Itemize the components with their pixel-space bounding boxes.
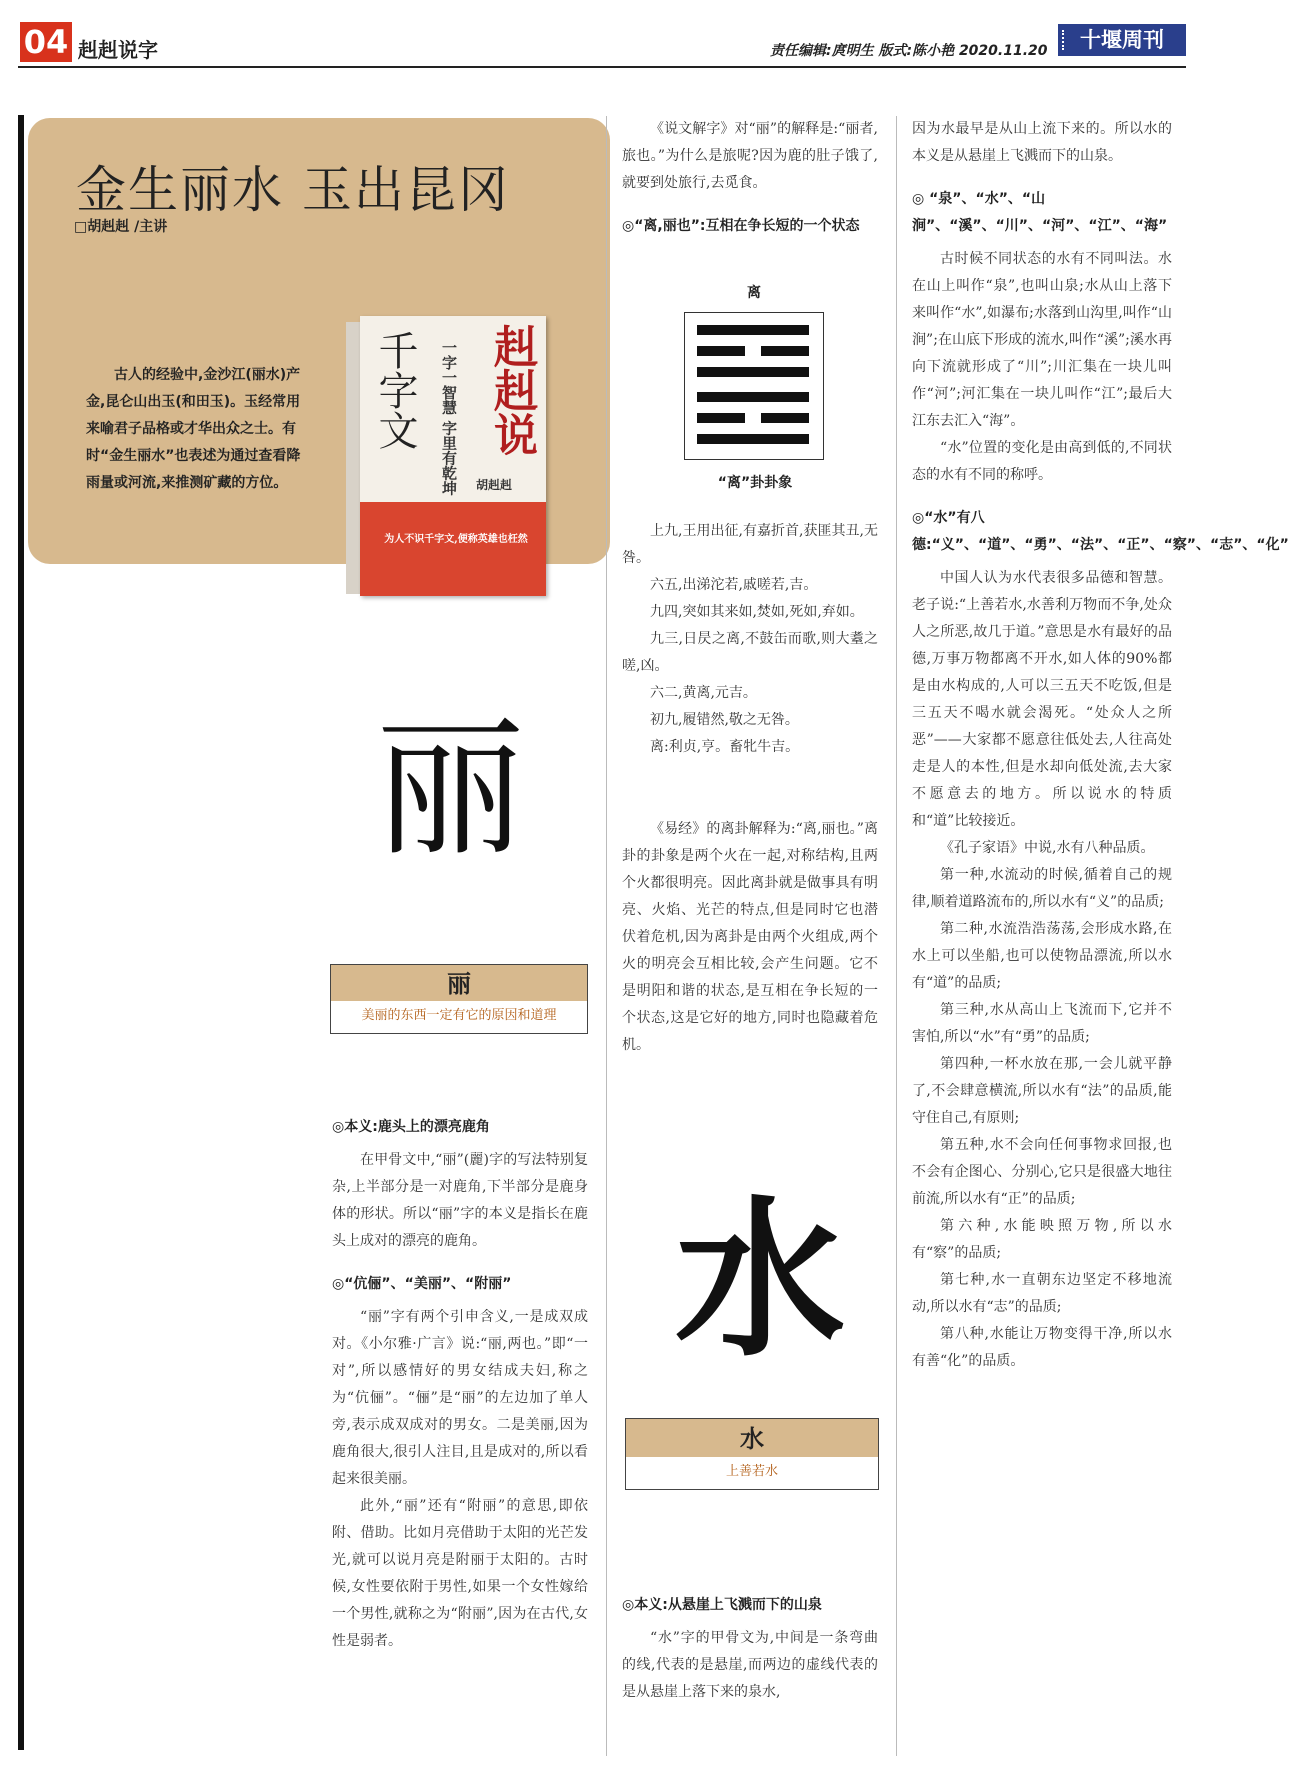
li-caption: 美丽的东西一定有它的原因和道理	[361, 1008, 557, 1023]
shui-ancient-glyph: 水	[674, 1180, 845, 1380]
book-red-band	[360, 502, 546, 596]
book-slogan: 为人不识千字文,便称英雄也枉然	[384, 534, 528, 545]
yijing-line: 离:利贞,亨。畜牝牛吉。	[650, 739, 800, 755]
li-hexagram	[684, 312, 824, 460]
page-number: 04	[20, 22, 72, 62]
book-subtitle: 一字一智慧 字里有乾坤	[440, 340, 458, 496]
li-label: 丽	[331, 965, 587, 1001]
li-ancient-glyph: 丽	[374, 703, 525, 877]
shui-caption: 上善若水	[725, 1464, 778, 1479]
yijing-verses	[622, 518, 878, 761]
editor-line: 责任编辑:庹明生 版式:陈小艳 2020.11.20	[770, 43, 1048, 59]
col3-heading-2: ◎“水”有八德:“义”、“道”、“勇”、“法”、“正”、“察”、“志”、“化”	[912, 510, 1289, 553]
col2-paragraph: 《易经》的离卦解释为:“离,丽也。”离卦的卦象是两个火在一起,对称结构,且两个火都很明亮。因此离卦就是做事具有明亮、火焰、光芒的特点,但是同时它也潜伏着危机,因为离卦是由两个火组成,两个火的明亮会互相比较,会产生问题。它不是明阳和谐的状态,是互相在争长短的一个状态,这是它好的地方,同时也隐藏着危机。	[622, 821, 878, 1053]
col3-paragraph: 第八种,水能让万物变得干净,所以水有善“化”的品质。	[912, 1326, 1172, 1369]
col2-paragraph: 《说文解字》对“丽”的解释是:“丽者,旅也。”为什么是旅呢?因为鹿的肚子饿了,就要到处旅行,去觅食。	[622, 121, 878, 191]
header-rule	[18, 66, 1186, 68]
article-intro: 古人的经验中,金沙江(丽水)产金,昆仑山出玉(和田玉)。玉经常用来喻君子品格或才华出众之士。有时“金生丽水”也表述为通过查看降雨量或河流,来推测矿藏的方位。	[86, 367, 301, 491]
hex-line-broken	[761, 346, 809, 356]
column-1	[332, 1098, 588, 1655]
col3-paragraph: 第二种,水流浩浩荡荡,会形成水路,在水上可以坐船,也可以使物品漂流,所以水有“道”的品质;	[912, 921, 1172, 991]
li-label-box	[330, 964, 588, 1034]
hex-line-broken	[761, 413, 809, 423]
yijing-line: 九四,突如其来如,焚如,死如,弃如。	[650, 604, 864, 620]
column-rule	[606, 116, 607, 1756]
section-name: 赳赳说字	[78, 38, 158, 62]
col2-heading-2: ◎本义:从悬崖上飞溅而下的山泉	[622, 1597, 822, 1613]
yijing-line: 九三,日昃之离,不鼓缶而歌,则大耋之嗟,凶。	[622, 631, 878, 674]
article-title: 金生丽水 玉出昆冈	[76, 161, 510, 219]
col3-paragraph: “水”位置的变化是由高到低的,不同状态的水有不同的称呼。	[912, 440, 1172, 483]
col1-heading-2: ◎“伉俪”、“美丽”、“附丽”	[332, 1276, 512, 1292]
col2-paragraph: “水”字的甲骨文为,中间是一条弯曲的线,代表的是悬崖,而两边的虚线代表的是从悬崖上落下来的泉水,	[622, 1630, 878, 1700]
col3-paragraph: 《孔子家语》中说,水有八种品质。	[940, 840, 1155, 856]
shui-label-box	[625, 1418, 879, 1490]
col3-paragraph: 因为水最早是从山上流下来的。所以水的本义是从悬崖上飞溅而下的山泉。	[912, 121, 1172, 164]
hex-line-broken	[697, 346, 745, 356]
hex-line-solid	[697, 367, 809, 377]
col3-paragraph: 中国人认为水代表很多品德和智慧。老子说:“上善若水,水善利万物而不争,处众人之所恶,故几于道。”意思是水有最好的品德,万事万物都离不开水,如人体的90%都是由水构成的,人可以三五天不吃饭,但是三五天不喝水就会渴死。“处众人之所恶”——大家都不愿意往低处去,人往高处走是人的本性,但是水却向低处流,去大家不愿意去的地方。所以说水的特质和“道”比较接近。	[912, 570, 1172, 829]
masthead-text: 十堰周刊	[1080, 27, 1164, 52]
col3-paragraph: 第四种,一杯水放在那,一会儿就平静了,不会肆意横流,所以水有“法”的品质,能守住自己,有原则;	[912, 1056, 1172, 1126]
col1-paragraph: “丽”字有两个引申含义,一是成双成对。《小尔雅·广言》说:“丽,两也。”即“一对”,所以感情好的男女结成夫妇,称之为“伉俪”。“俪”是“丽”的左边加了单人旁,表示成双成对的男女。二是美丽,因为鹿角很大,很引人注目,且是成对的,所以看起来很美丽。	[332, 1309, 588, 1487]
col1-paragraph: 此外,“丽”还有“附丽”的意思,即依附、借助。比如月亮借助于太阳的光芒发光,就可以说月亮是附丽于太阳的。古时候,女性要依附于男性,如果一个女性嫁给一个男性,就称之为“附丽”,因为在古代,女性是弱者。	[332, 1498, 588, 1649]
yijing-line: 初九,履错然,敬之无咎。	[650, 712, 799, 728]
col3-paragraph: 第三种,水从高山上飞流而下,它并不害怕,所以“水”有“勇”的品质;	[912, 1002, 1172, 1045]
byline: □胡赳赳 /主讲	[74, 219, 168, 235]
book-author: 胡赳赳	[476, 478, 513, 492]
column-2-bottom	[622, 1576, 878, 1706]
col3-paragraph: 第一种,水流动的时候,循着自己的规律,顺着道路流布的,所以水有“义”的品质;	[912, 867, 1172, 910]
book-cover-image	[346, 316, 546, 596]
masthead-logo	[1058, 24, 1186, 56]
hex-line-solid	[697, 434, 809, 444]
shui-label: 水	[626, 1419, 878, 1457]
column-2-top	[622, 116, 878, 246]
hex-line-solid	[697, 392, 809, 402]
hexagram-name: 离	[747, 285, 761, 301]
col3-heading-1: ◎ “泉”、“水”、“山涧”、“溪”、“川”、“河”、“江”、“海”	[912, 191, 1168, 234]
hexagram-caption: “离”卦卦象	[717, 475, 793, 491]
col3-paragraph: 古时候不同状态的水有不同叫法。水在山上叫作“泉”,也叫山泉;水从山上落下来叫作“水”,如瀑布;水落到山沟里,叫作“山涧”;在山底下形成的流水,叫作“溪”;溪水再向下流就形成了“川”;川汇集在一块儿叫作“河”;河汇集在一块儿叫作“江”;最后大江东去汇入“海”。	[912, 251, 1172, 429]
yijing-line: 六二,黄离,元吉。	[650, 685, 757, 701]
hex-line-broken	[697, 413, 745, 423]
hex-line-solid	[697, 325, 809, 335]
book-title-secondary: 千字文	[372, 330, 418, 450]
col1-paragraph: 在甲骨文中,“丽”(麗)字的写法特别复杂,上半部分是一对鹿角,下半部分是鹿身体的形状。所以“丽”字的本义是指长在鹿头上成对的漂亮的鹿角。	[332, 1152, 588, 1249]
col1-heading-1: ◎本义:鹿头上的漂亮鹿角	[332, 1119, 490, 1135]
column-rule	[896, 116, 897, 1756]
book-title: 赳赳说	[486, 324, 537, 456]
left-accent-bar	[18, 115, 24, 1750]
col3-paragraph: 第五种,水不会向任何事物求回报,也不会有企图心、分别心,它只是很盛大地往前流,所以水有“正”的品质;	[912, 1137, 1172, 1207]
col3-paragraph: 第七种,水一直朝东边坚定不移地流动,所以水有“志”的品质;	[912, 1272, 1172, 1315]
column-2-middle	[622, 816, 878, 1059]
col3-paragraph: 第六种,水能映照万物,所以水有“察”的品质;	[912, 1218, 1172, 1261]
yijing-line: 六五,出涕沱若,戚嗟若,吉。	[650, 577, 818, 593]
col2-heading-1: ◎“离,丽也”:互相在争长短的一个状态	[622, 218, 860, 234]
column-3	[912, 116, 1289, 1375]
yijing-line: 上九,王用出征,有嘉折首,获匪其丑,无咎。	[622, 523, 878, 566]
